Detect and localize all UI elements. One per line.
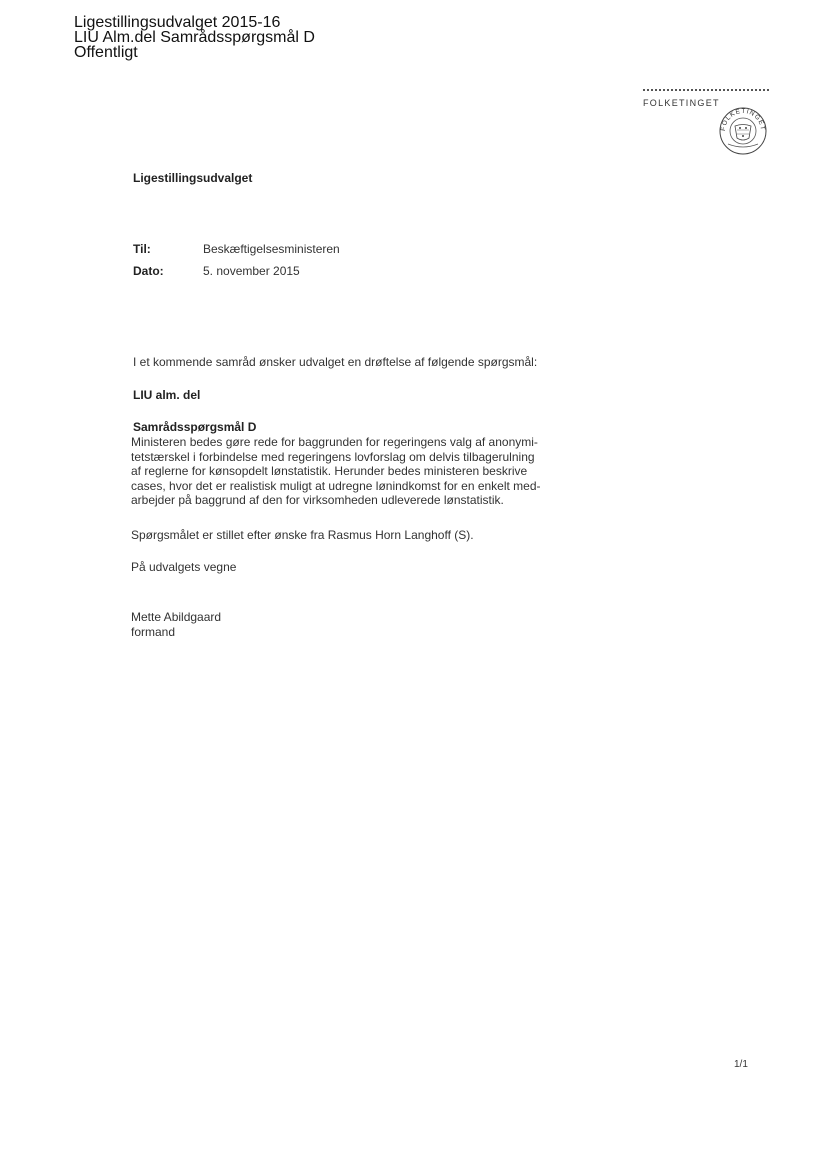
recipient-row <box>133 242 340 256</box>
recipient-value: Beskæftigelsesministeren <box>203 242 340 256</box>
question-title: Samrådsspørgsmål D <box>133 420 257 434</box>
recipient-label: Til: <box>133 242 151 256</box>
question-line: arbejder på baggrund af den for virksomheden udleverede lønstatistik. <box>131 493 504 508</box>
signer-title: formand <box>131 625 176 639</box>
letterhead-rule <box>643 89 769 91</box>
header-public-status: Offentligt <box>74 44 138 61</box>
document-header <box>74 15 315 60</box>
date-label: Dato: <box>133 264 164 278</box>
date-value: 5. november 2015 <box>203 264 300 278</box>
question-line: tetstærskel i forbindelse med regeringens lovforslag om delvis tilbagerulning <box>131 449 535 464</box>
header-case-reference: LIU Alm.del Samrådsspørgsmål D <box>74 29 315 46</box>
question-body <box>131 435 541 508</box>
page-number: 1/1 <box>734 1059 748 1070</box>
question-line: af reglerne for kønsopdelt lønstatistik. Herunder bedes ministeren beskrive <box>131 464 528 479</box>
intro-text: I et kommende samråd ønsker udvalget en drøftelse af følgende spørgsmål: <box>133 355 538 369</box>
question-line: Ministeren bedes gøre rede for baggrunden for regeringens valg af anonymi- <box>131 435 538 449</box>
svg-text:FOLKETINGET <box>720 108 766 131</box>
letterhead-org-name: FOLKETINGET <box>643 98 720 108</box>
question-line: cases, hvor det er realistisk muligt at udregne lønindkomst for en enkelt med- <box>131 478 541 493</box>
header-committee-year: Ligestillingsudvalget 2015-16 <box>74 14 281 31</box>
asked-by-note: Spørgsmålet er stillet efter ønske fra Rasmus Horn Langhoff (S). <box>131 528 474 542</box>
on-behalf-line: På udvalgets vegne <box>131 560 237 574</box>
seal-text: FOLKETINGET <box>719 107 767 132</box>
case-reference: LIU alm. del <box>133 388 201 402</box>
parliament-seal-icon <box>718 106 768 156</box>
date-row <box>133 264 300 278</box>
signer-name: Mette Abildgaard <box>131 610 222 624</box>
sender-committee: Ligestillingsudvalget <box>133 171 253 185</box>
